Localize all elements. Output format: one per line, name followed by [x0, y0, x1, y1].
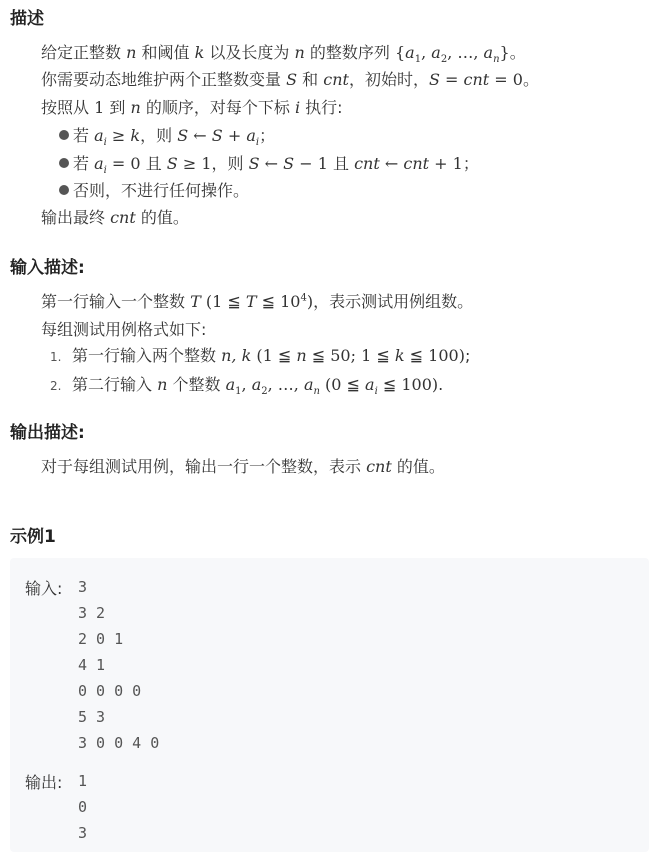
example-input-line: 3: [78, 578, 88, 596]
ordered-item-1: 1. 第一行输入两个整数 n, k (1 ≦ n ≦ 50; 1 ≦ k ≦ 100);: [50, 346, 471, 365]
description-line-4: 输出最终 cnt 的值。: [41, 208, 189, 227]
input-desc-line-2: 每组测试用例格式如下:: [41, 320, 207, 339]
description-line-2: 你需要动态地维护两个正整数变量 S 和 cnt，初始时，S = cnt = 0。: [41, 70, 539, 89]
output-desc-line-1: 对于每组测试用例，输出一行一个整数，表示 cnt 的值。: [41, 457, 445, 476]
example-input-line: 3 2: [78, 604, 106, 622]
example-input-label: 输入:: [25, 579, 63, 598]
example-output-line: 1: [78, 772, 88, 790]
example-input-line: 5 3: [78, 708, 106, 726]
description-line-3: 按照从 1 到 n 的顺序，对每个下标 i 执行:: [41, 98, 343, 117]
bullet-item-1: 若 $a_i \ge k$，则 S ← $S + a_i$；: [59, 123, 275, 148]
input-desc-line-1: 第一行输入一个整数 T (1 ≦ T ≦ $10^4$)，表示测试用例组数。: [41, 292, 474, 311]
example-box: [10, 558, 649, 852]
example-output-label: 输出:: [25, 773, 63, 792]
bullet-icon: [59, 158, 69, 168]
ordered-item-2: 2. 第二行输入 n 个整数 $a_1$, $a_2$, …, $a_n$ (0 ≦ $a_i$ ≦ 100).: [50, 375, 444, 398]
output-desc-heading: 输出描述:: [10, 423, 85, 443]
example-input-line: 2 0 1: [78, 630, 124, 648]
example-input-line: 4 1: [78, 656, 106, 674]
example-heading: 示例1: [10, 527, 56, 547]
bullet-icon: [59, 130, 69, 140]
example-output-line: 3: [78, 824, 88, 842]
input-desc-heading: 输入描述:: [10, 258, 85, 278]
bullet-icon: [59, 185, 69, 195]
example-input-line: 0 0 0 0: [78, 682, 142, 700]
example-output-line: 0: [78, 798, 88, 816]
description-line-1: 给定正整数 n 和阈值 k 以及长度为 n 的整数序列 {$a_1$, $a_2$, …, $a_n$}。: [41, 43, 526, 66]
bullet-item-3: 否则，不进行任何操作。: [59, 178, 249, 201]
bullet-item-2: 若 $a_i = 0$ 且 S ≥ 1，则 S ← S − 1 且 cnt ← cnt + 1；: [59, 151, 479, 176]
description-heading: 描述: [10, 9, 44, 29]
example-input-line: 3 0 0 4 0: [78, 734, 160, 752]
